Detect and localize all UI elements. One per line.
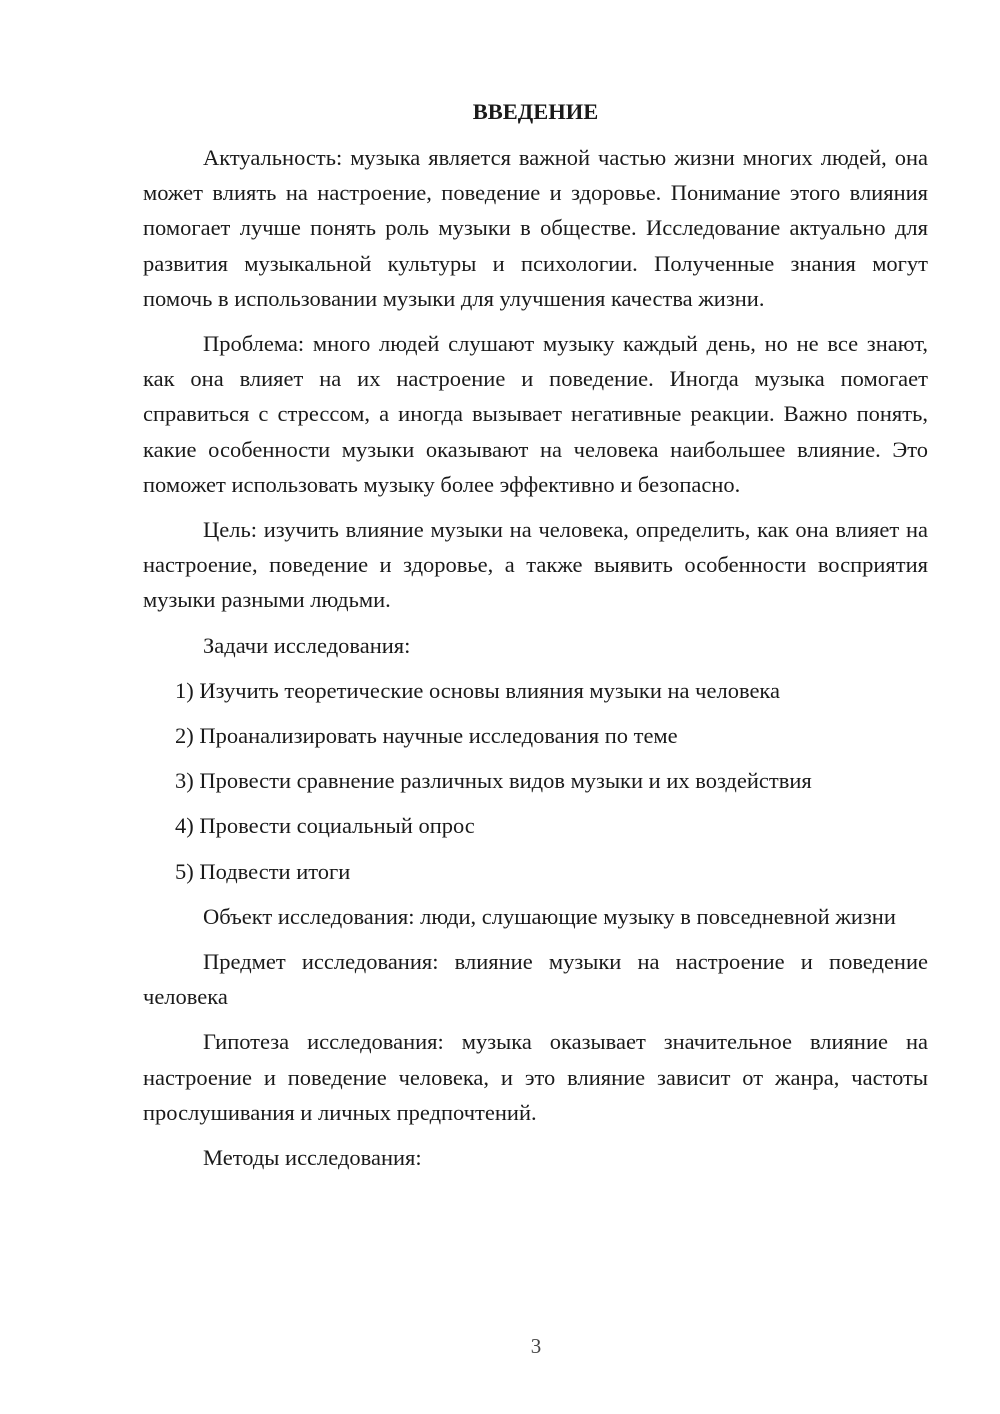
tasks-list [143,673,928,889]
page-number: 3 [530,1334,542,1358]
list-item: 3) Провести сравнение различных видов музыки и их воздействия [175,768,812,794]
subject-paragraph: Предмет исследования: влияние музыки на настроение и поведение человека [143,949,928,1010]
tasks-label: Задачи исследования: [203,632,411,658]
hypothesis-paragraph: Гипотеза исследования: музыка оказывает значительное влияние на настроение и поведение человека, и это влияние зависит от жанра, частоты прослушивания и личных предпочтений. [143,1029,928,1125]
goal-paragraph: Цель: изучить влияние музыки на человека, определить, как она влияет на настроение, поведение и здоровье, а также выявить особенности восприятия музыки разными людьми. [143,517,928,613]
list-item: 4) Провести социальный опрос [175,813,475,839]
problem-paragraph: Проблема: много людей слушают музыку каждый день, но не все знают, как она влияет на их настроение и поведение. Иногда музыка помогает справиться с стрессом, а иногда вызывает негативные реакции. Важно понять, какие особенности музыки оказывают на человека наибольшее влияние. Это поможет использовать музыку более эффективно и безопасно. [143,331,928,497]
list-item: 5) Подвести итоги [175,858,351,884]
object-paragraph: Объект исследования: люди, слушающие музыку в повседневной жизни [203,903,896,929]
relevance-paragraph: Актуальность: музыка является важной частью жизни многих людей, она может влиять на настроение, поведение и здоровье. Понимание этого влияния помогает лучше понять роль музыки в обществе. Исследование актуально для развития музыкальной культуры и психологии. Полученные знания могут помочь в использовании музыки для улучшения качества жизни. [143,145,928,311]
methods-label: Методы исследования: [203,1145,422,1171]
section-heading: ВВЕДЕНИЕ [472,99,599,124]
list-item: 2) Проанализировать научные исследования по теме [175,723,678,749]
page-content [143,94,928,1185]
list-item: 1) Изучить теоретические основы влияния музыки на человека [175,677,781,703]
